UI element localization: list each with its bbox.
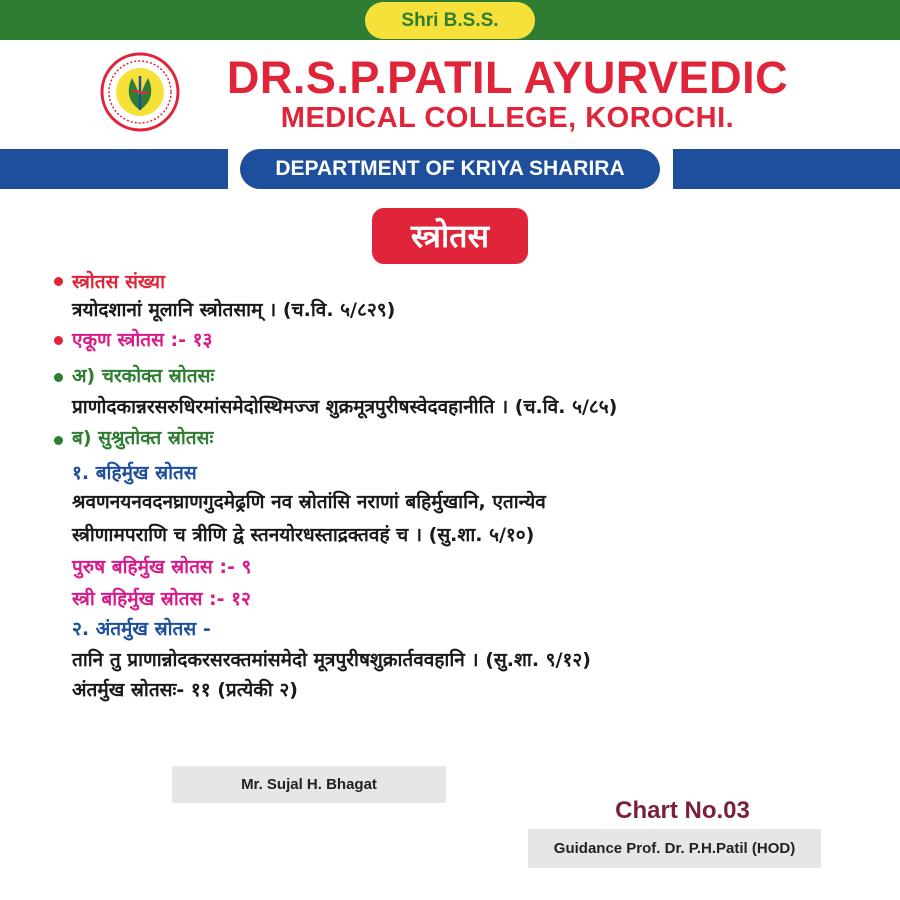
female-external-srotas: स्त्री बहिर्मुख स्रोतस :- १२ xyxy=(72,588,251,610)
section-heading-sushruta: ब) सुश्रुतोक्त स्रोतसः xyxy=(72,427,214,449)
male-external-srotas: पुरुष बहिर्मुख स्रोतस :- ९ xyxy=(72,556,252,578)
department-bar-left xyxy=(0,149,228,189)
section-text: अंतर्मुख स्रोतसः- ११ (प्रत्येकी २) xyxy=(72,679,298,701)
bullet-icon xyxy=(54,436,63,445)
section-text: स्त्रीणामपराणि च त्रीणि द्वे स्तनयोरधस्ताद्रक्तवहं च । (सु.शा. ५/१०) xyxy=(72,524,535,546)
chart-number: Chart No.03 xyxy=(615,797,750,824)
section-text: तानि तु प्राणान्नोदकरसरक्तमांसमेदो मूत्रपुरीषशुक्रार्तववहानि । (सु.शा. ९/१२) xyxy=(72,649,591,671)
department-label: DEPARTMENT OF KRIYA SHARIRA xyxy=(240,149,660,189)
subheading-external-srotas: १. बहिर्मुख स्रोतस xyxy=(72,462,197,484)
bullet-icon xyxy=(54,373,63,382)
section-heading-total-srotas: एकूण स्त्रोतस :- १३ xyxy=(72,329,213,351)
section-text: प्राणोदकान्नरसरुधिरमांसमेदोस्थिमज्ज शुक्रमूत्रपुरीषस्वेदवहानीति । (च.वि. ५/८५) xyxy=(72,396,618,418)
college-emblem-logo xyxy=(100,52,180,132)
section-text: त्रयोदशानां मूलानि स्त्रोतसाम् । (च.वि. ५/८२९) xyxy=(72,299,396,321)
institution-badge: Shri B.S.S. xyxy=(365,2,535,39)
college-subtitle: MEDICAL COLLEGE, KOROCHI. xyxy=(280,102,735,134)
bullet-icon xyxy=(54,277,63,286)
department-bar-right xyxy=(673,149,900,189)
bullet-icon xyxy=(54,336,63,345)
section-heading-charaka: अ) चरकोक्त स्रोतसः xyxy=(72,365,215,387)
guidance-credit: Guidance Prof. Dr. P.H.Patil (HOD) xyxy=(528,829,821,868)
author-name: Mr. Sujal H. Bhagat xyxy=(172,766,446,803)
subheading-internal-srotas: २. अंतर्मुख स्रोतस - xyxy=(72,618,211,640)
topic-title: स्त्रोतस xyxy=(372,208,528,264)
section-text: श्रवणनयनवदनघ्राणगुदमेढ्रणि नव स्रोतांसि नराणां बहिर्मुखानि, एतान्येव xyxy=(72,491,546,513)
section-heading-srotas-count: स्त्रोतस संख्या xyxy=(72,271,165,293)
college-title: DR.S.P.PATIL AYURVEDIC xyxy=(226,52,789,103)
